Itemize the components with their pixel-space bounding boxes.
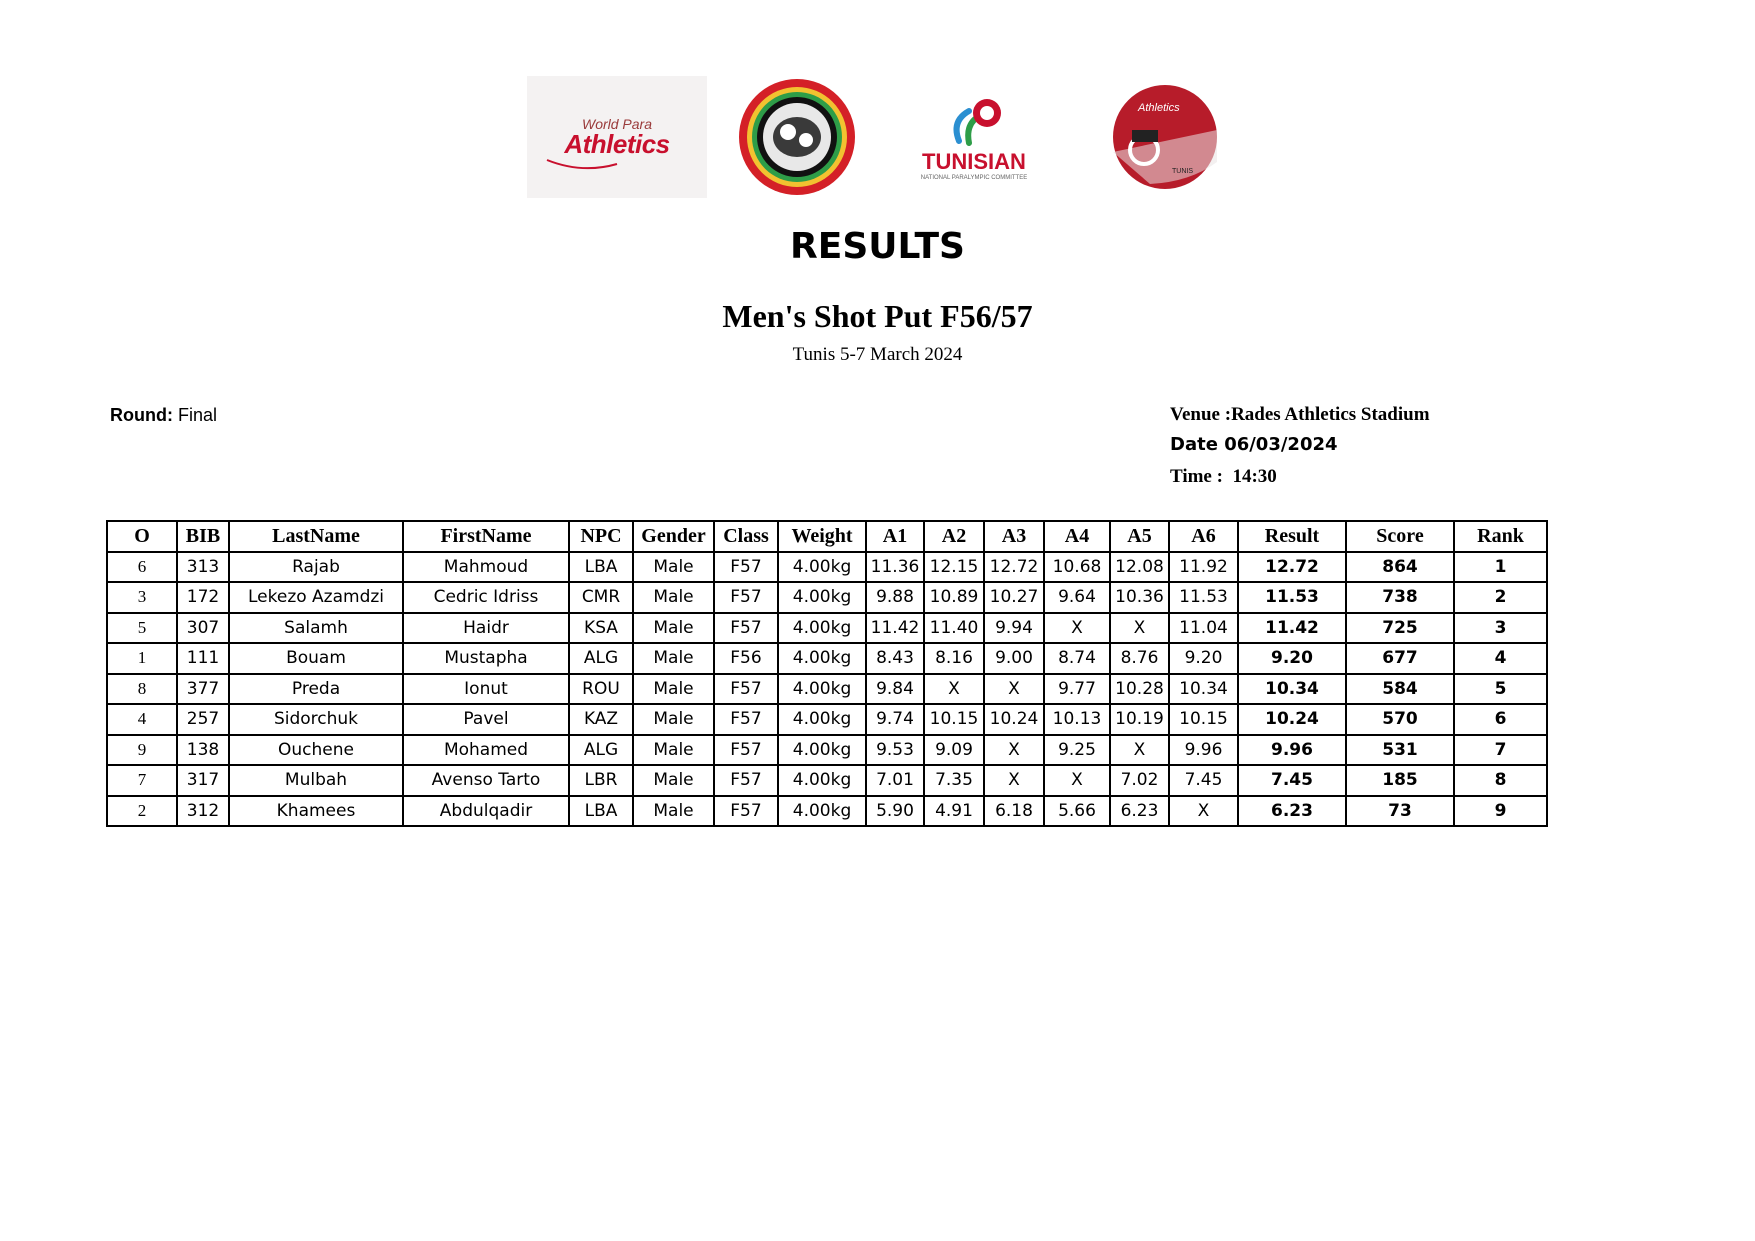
cell-o: 8 [107, 674, 177, 705]
cell-a4: X [1044, 613, 1110, 644]
cell-last-name: Bouam [229, 643, 403, 674]
cell-o: 2 [107, 796, 177, 827]
cell-gender: Male [633, 765, 714, 796]
cell-rank: 4 [1454, 643, 1547, 674]
cell-a3: 9.00 [984, 643, 1044, 674]
cell-o: 3 [107, 582, 177, 613]
cell-npc: ALG [569, 735, 633, 766]
cell-a1: 9.53 [866, 735, 924, 766]
cell-a1: 9.84 [866, 674, 924, 705]
cell-a3: X [984, 765, 1044, 796]
cell-gender: Male [633, 735, 714, 766]
cell-a3: 10.27 [984, 582, 1044, 613]
cell-bib: 307 [177, 613, 229, 644]
world-para-athletics-logo [527, 76, 707, 198]
results-table [106, 520, 1548, 827]
cell-rank: 9 [1454, 796, 1547, 827]
tunisian-text: TUNISIAN [922, 148, 1026, 174]
place-date-subtitle: Tunis 5-7 March 2024 [792, 344, 963, 365]
cell-a6: 11.92 [1169, 552, 1238, 583]
cell-npc: LBA [569, 552, 633, 583]
cell-a3: 9.94 [984, 613, 1044, 644]
cell-npc: ROU [569, 674, 633, 705]
cell-bib: 111 [177, 643, 229, 674]
cell-class: F57 [714, 613, 778, 644]
column-header-a6: A6 [1169, 521, 1238, 552]
cell-a1: 7.01 [866, 765, 924, 796]
cell-gender: Male [633, 674, 714, 705]
grand-prix-logo [1090, 76, 1240, 198]
cell-first-name: Mahmoud [403, 552, 569, 583]
column-header-bib: BIB [177, 521, 229, 552]
cell-gender: Male [633, 704, 714, 735]
cell-bib: 313 [177, 552, 229, 583]
cell-bib: 257 [177, 704, 229, 735]
cell-a4: 10.13 [1044, 704, 1110, 735]
cell-score: 864 [1346, 552, 1454, 583]
cell-class: F57 [714, 796, 778, 827]
date-label: Date [1170, 434, 1218, 455]
cell-class: F57 [714, 765, 778, 796]
cell-npc: LBR [569, 765, 633, 796]
cell-weight: 4.00kg [778, 765, 866, 796]
cell-a4: 9.64 [1044, 582, 1110, 613]
header-row [107, 521, 1547, 552]
column-header-last-name: LastName [229, 521, 403, 552]
cell-a2: 4.91 [924, 796, 984, 827]
cell-a6: X [1169, 796, 1238, 827]
cell-score: 73 [1346, 796, 1454, 827]
cell-a4: 5.66 [1044, 796, 1110, 827]
cell-a5: 6.23 [1110, 796, 1169, 827]
cell-first-name: Mustapha [403, 643, 569, 674]
column-header-a3: A3 [984, 521, 1044, 552]
cell-a1: 9.74 [866, 704, 924, 735]
cell-gender: Male [633, 796, 714, 827]
paralympic-committee-emblem [727, 76, 867, 198]
cell-last-name: Preda [229, 674, 403, 705]
cell-result: 7.45 [1238, 765, 1346, 796]
cell-score: 185 [1346, 765, 1454, 796]
cell-class: F57 [714, 674, 778, 705]
cell-a6: 10.15 [1169, 704, 1238, 735]
cell-gender: Male [633, 643, 714, 674]
logo-text-line2: Athletics [564, 129, 670, 159]
cell-a6: 10.34 [1169, 674, 1238, 705]
cell-last-name: Lekezo Azamdzi [229, 582, 403, 613]
cell-weight: 4.00kg [778, 735, 866, 766]
cell-npc: KSA [569, 613, 633, 644]
cell-a1: 5.90 [866, 796, 924, 827]
cell-a3: 12.72 [984, 552, 1044, 583]
column-header-o: O [107, 521, 177, 552]
table-row [107, 582, 1547, 613]
cell-a2: 10.89 [924, 582, 984, 613]
swoosh-icon [542, 102, 692, 172]
cell-first-name: Ionut [403, 674, 569, 705]
column-header-weight: Weight [778, 521, 866, 552]
cell-a2: 10.15 [924, 704, 984, 735]
cell-a2: 9.09 [924, 735, 984, 766]
cell-bib: 317 [177, 765, 229, 796]
cell-weight: 4.00kg [778, 704, 866, 735]
time-label: Time : [1170, 466, 1223, 487]
cell-gender: Male [633, 582, 714, 613]
tunisian-npc-logo [900, 76, 1048, 198]
cell-score: 725 [1346, 613, 1454, 644]
cell-weight: 4.00kg [778, 552, 866, 583]
cell-rank: 6 [1454, 704, 1547, 735]
cell-o: 1 [107, 643, 177, 674]
cell-gender: Male [633, 552, 714, 583]
column-header-npc: NPC [569, 521, 633, 552]
table-row [107, 552, 1547, 583]
cell-gender: Male [633, 613, 714, 644]
cell-a4: 9.77 [1044, 674, 1110, 705]
cell-a2: X [924, 674, 984, 705]
cell-a6: 11.53 [1169, 582, 1238, 613]
table-row [107, 674, 1547, 705]
table-row [107, 704, 1547, 735]
cell-last-name: Salamh [229, 613, 403, 644]
cell-bib: 312 [177, 796, 229, 827]
column-header-class: Class [714, 521, 778, 552]
cell-o: 7 [107, 765, 177, 796]
cell-result: 9.20 [1238, 643, 1346, 674]
time-info [1170, 466, 1277, 488]
table-row [107, 643, 1547, 674]
cell-a5: 12.08 [1110, 552, 1169, 583]
column-header-rank: Rank [1454, 521, 1547, 552]
tunisian-subtext: NATIONAL PARALYMPIC COMMITTEE [920, 174, 1028, 181]
cell-rank: 5 [1454, 674, 1547, 705]
cell-a6: 9.20 [1169, 643, 1238, 674]
table-row [107, 796, 1547, 827]
cell-last-name: Mulbah [229, 765, 403, 796]
cell-npc: LBA [569, 796, 633, 827]
cell-last-name: Ouchene [229, 735, 403, 766]
cell-first-name: Haidr [403, 613, 569, 644]
cell-result: 6.23 [1238, 796, 1346, 827]
cell-first-name: Abdulqadir [403, 796, 569, 827]
grand-prix-city: TUNIS [1172, 168, 1193, 175]
cell-a3: X [984, 674, 1044, 705]
time-value: 14:30 [1232, 466, 1277, 487]
cell-result: 11.42 [1238, 613, 1346, 644]
event-title: Men's Shot Put F56/57 [722, 298, 1033, 334]
table-row [107, 765, 1547, 796]
cell-score: 738 [1346, 582, 1454, 613]
cell-a1: 9.88 [866, 582, 924, 613]
cell-result: 12.72 [1238, 552, 1346, 583]
cell-last-name: Rajab [229, 552, 403, 583]
cell-score: 570 [1346, 704, 1454, 735]
results-heading: RESULTS [790, 226, 965, 267]
column-header-a5: A5 [1110, 521, 1169, 552]
cell-a5: X [1110, 735, 1169, 766]
grand-prix-text: Athletics [1138, 102, 1180, 114]
cell-first-name: Pavel [403, 704, 569, 735]
cell-a5: 10.36 [1110, 582, 1169, 613]
cell-result: 11.53 [1238, 582, 1346, 613]
column-header-gender: Gender [633, 521, 714, 552]
cell-last-name: Sidorchuk [229, 704, 403, 735]
cell-score: 531 [1346, 735, 1454, 766]
date-info [1170, 434, 1338, 455]
cell-weight: 4.00kg [778, 643, 866, 674]
round-value: Final [178, 405, 218, 425]
cell-a5: 8.76 [1110, 643, 1169, 674]
cell-a2: 12.15 [924, 552, 984, 583]
column-header-score: Score [1346, 521, 1454, 552]
cell-o: 5 [107, 613, 177, 644]
cell-last-name: Khamees [229, 796, 403, 827]
cell-rank: 3 [1454, 613, 1547, 644]
cell-result: 10.34 [1238, 674, 1346, 705]
cell-bib: 377 [177, 674, 229, 705]
table-row [107, 613, 1547, 644]
cell-score: 584 [1346, 674, 1454, 705]
cell-score: 677 [1346, 643, 1454, 674]
cell-a4: X [1044, 765, 1110, 796]
cell-weight: 4.00kg [778, 674, 866, 705]
cell-a5: 7.02 [1110, 765, 1169, 796]
cell-first-name: Avenso Tarto [403, 765, 569, 796]
cell-a1: 11.36 [866, 552, 924, 583]
cell-a5: X [1110, 613, 1169, 644]
cell-result: 9.96 [1238, 735, 1346, 766]
cell-a1: 8.43 [866, 643, 924, 674]
cell-result: 10.24 [1238, 704, 1346, 735]
cell-a3: 10.24 [984, 704, 1044, 735]
cell-a4: 10.68 [1044, 552, 1110, 583]
round-label: Round: [110, 405, 173, 425]
column-header-result: Result [1238, 521, 1346, 552]
column-header-first-name: FirstName [403, 521, 569, 552]
cell-first-name: Mohamed [403, 735, 569, 766]
cell-a2: 11.40 [924, 613, 984, 644]
cell-a3: X [984, 735, 1044, 766]
cell-npc: CMR [569, 582, 633, 613]
cell-rank: 7 [1454, 735, 1547, 766]
cell-class: F57 [714, 704, 778, 735]
cell-npc: ALG [569, 643, 633, 674]
venue-label: Venue : [1170, 404, 1232, 425]
cell-a3: 6.18 [984, 796, 1044, 827]
cell-a4: 8.74 [1044, 643, 1110, 674]
table-row [107, 735, 1547, 766]
cell-a6: 7.45 [1169, 765, 1238, 796]
cell-bib: 172 [177, 582, 229, 613]
cell-class: F57 [714, 582, 778, 613]
cell-a5: 10.28 [1110, 674, 1169, 705]
logo-text-line1: World Para [581, 116, 653, 132]
cell-class: F57 [714, 552, 778, 583]
cell-rank: 1 [1454, 552, 1547, 583]
cell-a5: 10.19 [1110, 704, 1169, 735]
cell-first-name: Cedric Idriss [403, 582, 569, 613]
cell-weight: 4.00kg [778, 582, 866, 613]
cell-class: F57 [714, 735, 778, 766]
column-header-a4: A4 [1044, 521, 1110, 552]
cell-a1: 11.42 [866, 613, 924, 644]
venue-info [1170, 404, 1430, 426]
cell-class: F56 [714, 643, 778, 674]
cell-bib: 138 [177, 735, 229, 766]
wheelchair-racer-icon [1110, 82, 1220, 192]
cell-rank: 2 [1454, 582, 1547, 613]
cell-a4: 9.25 [1044, 735, 1110, 766]
cell-npc: KAZ [569, 704, 633, 735]
cell-weight: 4.00kg [778, 613, 866, 644]
round-info [110, 405, 217, 426]
cell-o: 9 [107, 735, 177, 766]
ring-emblem-icon [736, 76, 858, 198]
agitos-icon [939, 93, 1009, 149]
cell-a6: 9.96 [1169, 735, 1238, 766]
cell-rank: 8 [1454, 765, 1547, 796]
venue-value: Rades Athletics Stadium [1231, 404, 1430, 425]
column-header-a2: A2 [924, 521, 984, 552]
cell-o: 4 [107, 704, 177, 735]
cell-a6: 11.04 [1169, 613, 1238, 644]
column-header-a1: A1 [866, 521, 924, 552]
date-value: 06/03/2024 [1224, 434, 1338, 455]
cell-a2: 7.35 [924, 765, 984, 796]
cell-a2: 8.16 [924, 643, 984, 674]
cell-o: 6 [107, 552, 177, 583]
cell-weight: 4.00kg [778, 796, 866, 827]
